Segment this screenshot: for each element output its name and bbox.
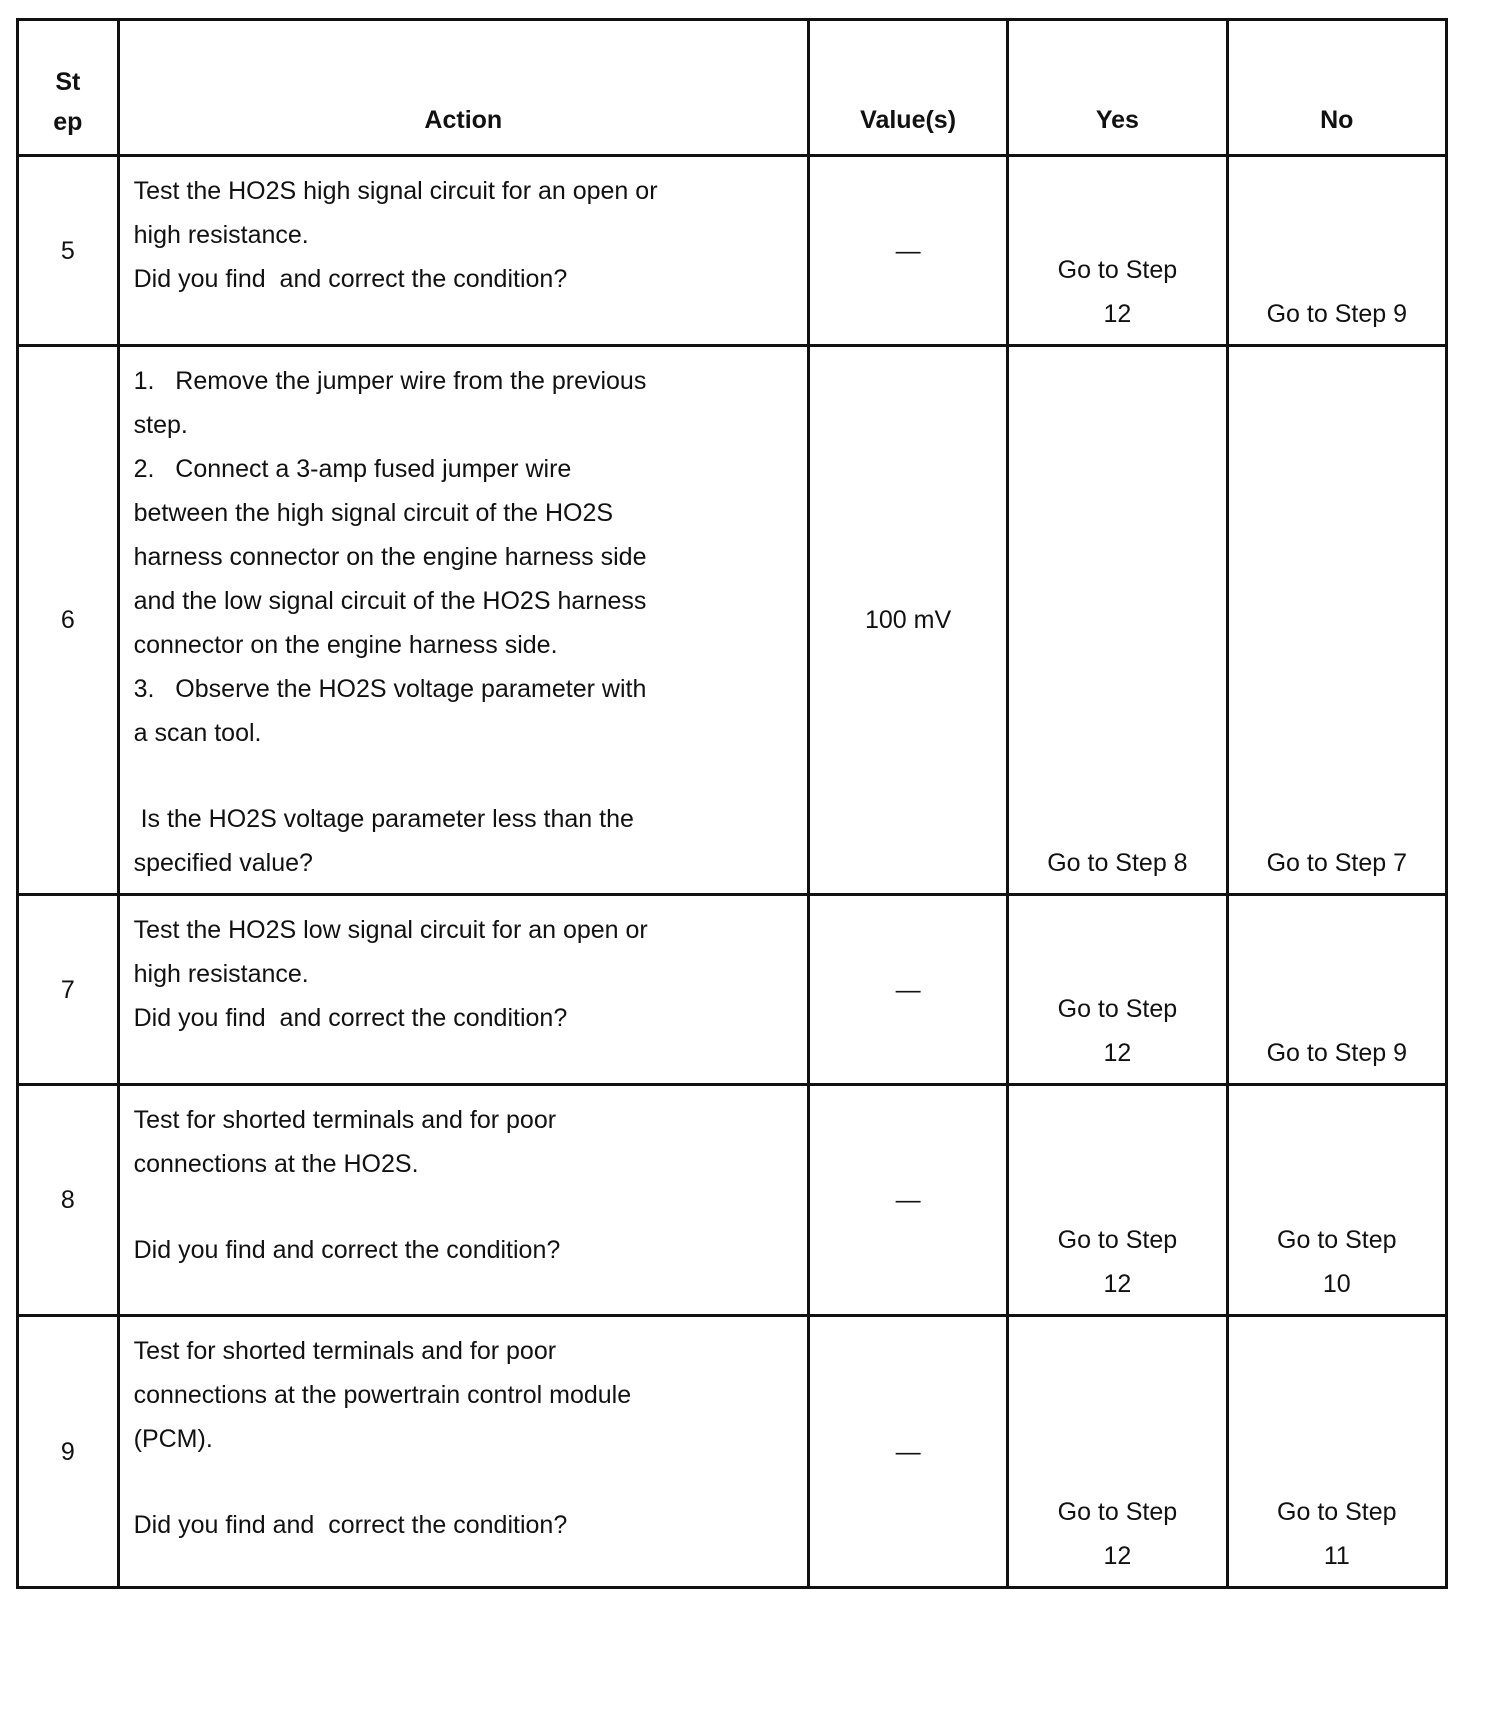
header-yes: Yes bbox=[1008, 20, 1227, 156]
action-line: harness connector on the engine harness side bbox=[133, 543, 647, 571]
action-line: 3. Observe the HO2S voltage parameter with bbox=[133, 675, 647, 703]
no-cell bbox=[1227, 156, 1446, 346]
header-values: Value(s) bbox=[808, 20, 1007, 156]
action-text bbox=[118, 1085, 808, 1316]
no-text: Go to Step bbox=[1277, 1498, 1397, 1526]
action-line: between the high signal circuit of the HO2S bbox=[133, 499, 614, 527]
no-text: Go to Step 7 bbox=[1266, 849, 1407, 877]
value-cell: — bbox=[808, 156, 1007, 346]
table-row bbox=[18, 346, 1447, 895]
no-cell bbox=[1227, 895, 1446, 1085]
action-line: 1. Remove the jumper wire from the previous bbox=[133, 367, 647, 395]
action-text bbox=[118, 895, 808, 1085]
yes-cell bbox=[1008, 156, 1227, 346]
no-text: 10 bbox=[1322, 1270, 1351, 1298]
action-line: Did you find and correct the condition? bbox=[133, 1511, 568, 1539]
yes-text: Go to Step bbox=[1057, 1226, 1178, 1254]
action-line: Did you find and correct the condition? bbox=[133, 1236, 561, 1264]
no-text: Go to Step bbox=[1277, 1226, 1397, 1254]
no-cell bbox=[1227, 346, 1446, 895]
table-row bbox=[18, 895, 1447, 1085]
action-line: high resistance. bbox=[133, 960, 309, 988]
action-line: Test the HO2S low signal circuit for an open or bbox=[133, 916, 648, 944]
spacer bbox=[134, 1186, 793, 1228]
action-line: Test the HO2S high signal circuit for an open or bbox=[133, 177, 658, 205]
yes-text: Go to Step bbox=[1057, 256, 1178, 284]
spacer bbox=[134, 1461, 793, 1503]
yes-text: 12 bbox=[1103, 300, 1132, 328]
no-text: 11 bbox=[1323, 1542, 1350, 1570]
action-line: connections at the HO2S. bbox=[133, 1150, 419, 1178]
table-row bbox=[18, 156, 1447, 346]
no-cell bbox=[1227, 1085, 1446, 1316]
action-text bbox=[118, 346, 808, 895]
header-step-line1: St bbox=[55, 68, 81, 96]
step-number: 5 bbox=[18, 156, 119, 346]
diagnostic-table bbox=[16, 18, 1448, 1589]
step-number: 9 bbox=[18, 1316, 119, 1588]
action-line: (PCM). bbox=[133, 1425, 213, 1453]
yes-text: Go to Step bbox=[1057, 1498, 1178, 1526]
step-number: 8 bbox=[18, 1085, 119, 1316]
action-line: connections at the powertrain control module bbox=[133, 1381, 632, 1409]
action-line: Did you find and correct the condition? bbox=[133, 1004, 568, 1032]
yes-text: Go to Step bbox=[1057, 995, 1178, 1023]
yes-cell bbox=[1008, 895, 1227, 1085]
action-text bbox=[118, 156, 808, 346]
step-number: 7 bbox=[18, 895, 119, 1085]
action-text bbox=[118, 1316, 808, 1588]
no-text: Go to Step 9 bbox=[1266, 300, 1407, 328]
action-line: and the low signal circuit of the HO2S harness bbox=[133, 587, 647, 615]
action-line: connector on the engine harness side. bbox=[133, 631, 558, 659]
value-cell: — bbox=[808, 1085, 1007, 1316]
action-line: step. bbox=[133, 411, 188, 439]
value-cell: — bbox=[808, 895, 1007, 1085]
yes-cell bbox=[1008, 1316, 1227, 1588]
action-line: specified value? bbox=[133, 849, 313, 877]
step-number: 6 bbox=[18, 346, 119, 895]
yes-text: 12 bbox=[1103, 1039, 1132, 1067]
action-line: Is the HO2S voltage parameter less than the bbox=[133, 805, 634, 833]
header-step bbox=[18, 20, 119, 156]
header-step-line2: ep bbox=[53, 108, 83, 136]
value-cell: — bbox=[808, 1316, 1007, 1588]
yes-text: Go to Step 8 bbox=[1047, 849, 1188, 877]
yes-text: 12 bbox=[1103, 1270, 1132, 1298]
no-text: Go to Step 9 bbox=[1266, 1039, 1407, 1067]
yes-cell bbox=[1008, 346, 1227, 895]
table-row bbox=[18, 1316, 1447, 1588]
action-line: Did you find and correct the condition? bbox=[133, 265, 568, 293]
action-line: Test for shorted terminals and for poor bbox=[133, 1337, 557, 1365]
action-line: Test for shorted terminals and for poor bbox=[133, 1106, 557, 1134]
spacer bbox=[134, 755, 793, 797]
header-no: No bbox=[1227, 20, 1446, 156]
header-row bbox=[18, 20, 1447, 156]
yes-text: 12 bbox=[1103, 1542, 1132, 1570]
header-action: Action bbox=[118, 20, 808, 156]
value-cell: 100 mV bbox=[808, 346, 1007, 895]
action-line: high resistance. bbox=[133, 221, 309, 249]
yes-cell bbox=[1008, 1085, 1227, 1316]
no-cell bbox=[1227, 1316, 1446, 1588]
action-line: a scan tool. bbox=[133, 719, 262, 747]
table-row bbox=[18, 1085, 1447, 1316]
action-line: 2. Connect a 3-amp fused jumper wire bbox=[133, 455, 572, 483]
